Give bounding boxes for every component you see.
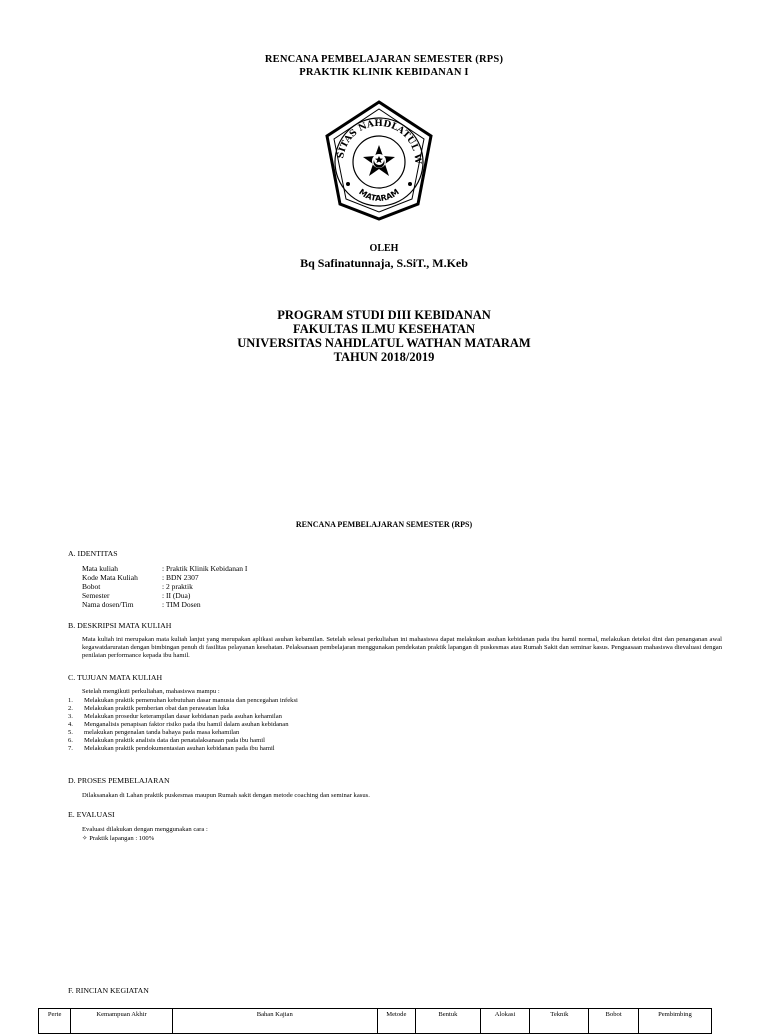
list-item-number: 3. — [68, 713, 73, 720]
list-item-text: Melakukan praktik pendokumentasian asuhan kebidanan pada ibu hamil — [84, 745, 275, 752]
logo-seal-icon — [318, 98, 440, 222]
identitas-label: Nama dosen/Tim — [82, 600, 134, 609]
table-header: Pembimbing — [638, 1009, 711, 1034]
list-item-text: melakukan pengenalan tanda bahaya pada masa kehamilan — [84, 729, 240, 736]
identitas-value: : BDN 2307 — [162, 573, 199, 582]
logo-top-text: SITAS NAHDLATUL W — [336, 118, 423, 164]
table-header: Metode — [377, 1009, 415, 1034]
table-header: Teknik — [530, 1009, 589, 1034]
list-item-number: 5. — [68, 729, 73, 736]
list-item-text: Melakukan praktik pemberian obat dan perawatan luka — [84, 705, 230, 712]
table-header: Bahan Kajian — [172, 1009, 377, 1034]
section-e-heading: E. EVALUASI — [68, 810, 115, 819]
logo-bottom-text: MATARAM — [357, 187, 401, 204]
list-item-text: Menganalisis penapisan faktor risiko pada ibu hamil dalam asuhan kebidanan — [84, 721, 289, 728]
cover-year: TAHUN 2018/2019 — [333, 350, 435, 364]
deskripsi-paragraph: Mata kuliah ini merupakan mata kuliah lanjut yang merupakan aplikasi asuhan kebamilan. Setelah selesai perkuliahan ini mahasiswa dapat melakukan asuhan kebidanan pada ibu hamil normal, melakukan deteksi dini dan penanganan awal kegawatdaruratan dengan bimbingan penuh di fasilitas pelayanan kesehatan. Pelaksanaan pembelajaran menggunakan pendekatan praktik lapangan di puskesmas atau Rumah Sakit dan seminar kasus. Penguasaan mahasiswa dievaluasi dengan penilaian performance kepada ibu hamil. — [82, 636, 722, 659]
section-c-heading: C. TUJUAN MATA KULIAH — [68, 673, 163, 682]
list-item — [68, 713, 728, 721]
rincian-table — [38, 1008, 712, 1034]
list-item-number: 1. — [68, 697, 73, 704]
tujuan-list — [68, 697, 728, 753]
cover-program: PROGRAM STUDI DIII KEBIDANAN — [277, 308, 491, 322]
list-item — [68, 729, 728, 737]
table-header-row — [39, 1009, 712, 1034]
identitas-label: Semester — [82, 591, 110, 600]
evaluasi-intro: Evaluasi dilakukan dengan menggunakan cara : — [82, 826, 208, 833]
table-header: Alokasi — [480, 1009, 530, 1034]
evaluasi-item-text: Praktik lapangan : 100% — [89, 835, 155, 842]
rps-title: RENCANA PEMBELAJARAN SEMESTER (RPS) — [295, 520, 473, 529]
table-header: Kemampuan Akhir — [71, 1009, 173, 1034]
section-a-heading: A. IDENTITAS — [68, 549, 118, 558]
identitas-label: Bobot — [82, 582, 101, 591]
list-item — [68, 745, 728, 753]
diamond-bullet-icon: ✧ — [82, 835, 88, 842]
section-d-heading: D. PROSES PEMBELAJARAN — [68, 776, 170, 785]
table-header: Perte — [39, 1009, 71, 1034]
cover-author: Bq Safinatunnaja, S.SiT., M.Keb — [300, 256, 468, 270]
proses-text: Dilaksanakan di Lahan praktik puskesmas maupun Rumah sakit dengan metode coaching dan seminar kasus. — [82, 792, 370, 799]
section-f-heading: F. RINCIAN KEGIATAN — [68, 986, 149, 995]
identitas-value: : Praktik Klinik Kebidanan I — [162, 564, 248, 573]
list-item-text: Melakukan prosedur keterampilan dasar kebidanan pada asuhan kehamilan — [84, 713, 282, 720]
cover-faculty: FAKULTAS ILMU KESEHATAN — [293, 322, 475, 336]
list-item-text: Melakukan praktik analisis data dan penatalaksanaan pada ibu hamil — [84, 737, 265, 744]
evaluasi-item — [82, 835, 154, 843]
cover-subtitle: PRAKTIK KLINIK KEBIDANAN I — [299, 67, 469, 78]
list-item-number: 2. — [68, 705, 73, 712]
cover-title: RENCANA PEMBELAJARAN SEMESTER (RPS) — [264, 54, 504, 65]
identitas-label: Kode Mata Kuliah — [82, 573, 138, 582]
list-item-number: 7. — [68, 745, 73, 752]
section-b-heading: B. DESKRIPSI MATA KULIAH — [68, 621, 172, 630]
identitas-value: : TIM Dosen — [162, 600, 201, 609]
table-header: Bobot — [589, 1009, 638, 1034]
list-item-text: Melakukan praktik pemenuhan kebutuhan dasar manusia dan pencegahan infeksi — [84, 697, 298, 704]
identitas-value: : 2 praktik — [162, 582, 193, 591]
identitas-label: Mata kuliah — [82, 564, 119, 573]
cover-oleh: OLEH — [369, 243, 399, 254]
list-item — [68, 697, 728, 705]
cover-university: UNIVERSITAS NAHDLATUL WATHAN MATARAM — [237, 336, 531, 350]
list-item — [68, 737, 728, 745]
tujuan-intro: Setelah mengikuti perkuliahan, mahasiswa mampu : — [82, 688, 220, 695]
university-logo — [318, 98, 440, 222]
table-header: Bentuk — [415, 1009, 480, 1034]
identitas-value: : II (Dua) — [162, 591, 191, 600]
list-item — [68, 721, 728, 729]
list-item-number: 4. — [68, 721, 73, 728]
list-item-number: 6. — [68, 737, 73, 744]
list-item — [68, 705, 728, 713]
